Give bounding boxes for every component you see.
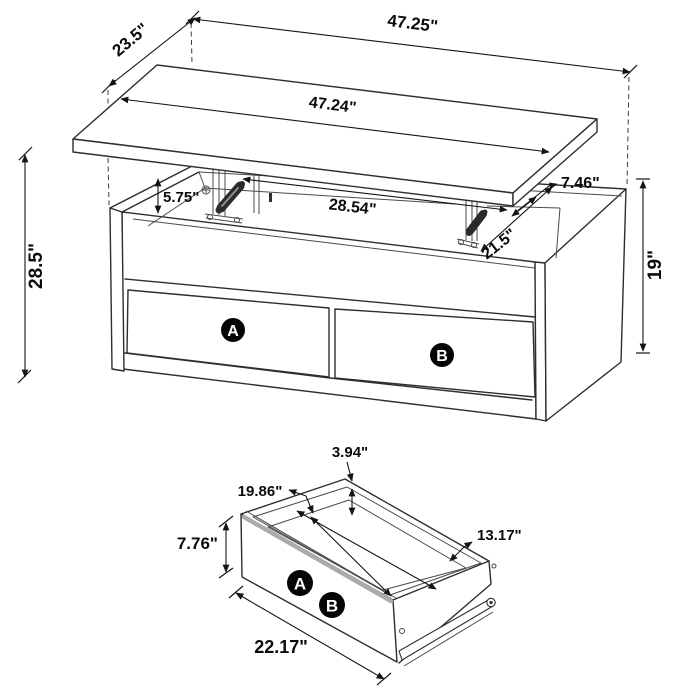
dim-front-panel-width-label: 22.17" [254, 637, 308, 657]
base-right-leg [535, 262, 546, 421]
dim-back-panel-height-label: 3.94" [331, 444, 369, 461]
drawer-b-badge [319, 592, 345, 618]
dim-top-width-label: 47.25" [386, 11, 439, 37]
base-right-panel [545, 189, 626, 421]
lift-mechanism-right [457, 196, 488, 248]
dim-interior-width-label: 28.54" [327, 196, 378, 219]
dim-top-overhang-label: 7.46" [561, 175, 600, 192]
dim-overall-height [18, 147, 47, 383]
screw-icon [202, 186, 210, 194]
drawer-b-badge-label: B [325, 596, 339, 616]
dim-lift-opening-height [158, 179, 199, 213]
drawer-a-badge [287, 570, 313, 596]
main-view-lift-top-table [18, 11, 666, 421]
lifted-tabletop [73, 65, 597, 206]
drawer-a-badge-label: A [293, 574, 307, 594]
dim-top-width [186, 11, 637, 78]
drawer-detail-view [177, 444, 522, 685]
bracket-clip [269, 193, 272, 202]
dim-drawer-interior-width-label: 19.86" [237, 483, 283, 500]
dim-top-depth-label: 23.5" [108, 19, 153, 61]
base-left-leg [110, 208, 124, 371]
dim-base-height-label: 19" [645, 249, 666, 281]
dim-tabletop-length-label: 47.24" [307, 94, 358, 117]
dim-drawer-interior-depth-label: 13.17" [477, 527, 522, 544]
dim-overall-height-label: 28.5" [26, 243, 47, 289]
drawer-slide-rail [399, 598, 495, 666]
drawer-a-badge-label: A [227, 323, 239, 340]
drawer-b-badge [430, 343, 454, 367]
drawer-b-badge-label: B [436, 348, 448, 365]
dim-lift-opening-height-label: 5.75" [163, 189, 200, 206]
dim-base-height [636, 179, 666, 353]
drawer-a-badge [221, 318, 245, 342]
dim-front-panel-height-label: 7.76" [176, 534, 218, 553]
dim-interior-depth-label: 21.5" [478, 225, 520, 264]
dim-front-panel-height [177, 516, 233, 578]
